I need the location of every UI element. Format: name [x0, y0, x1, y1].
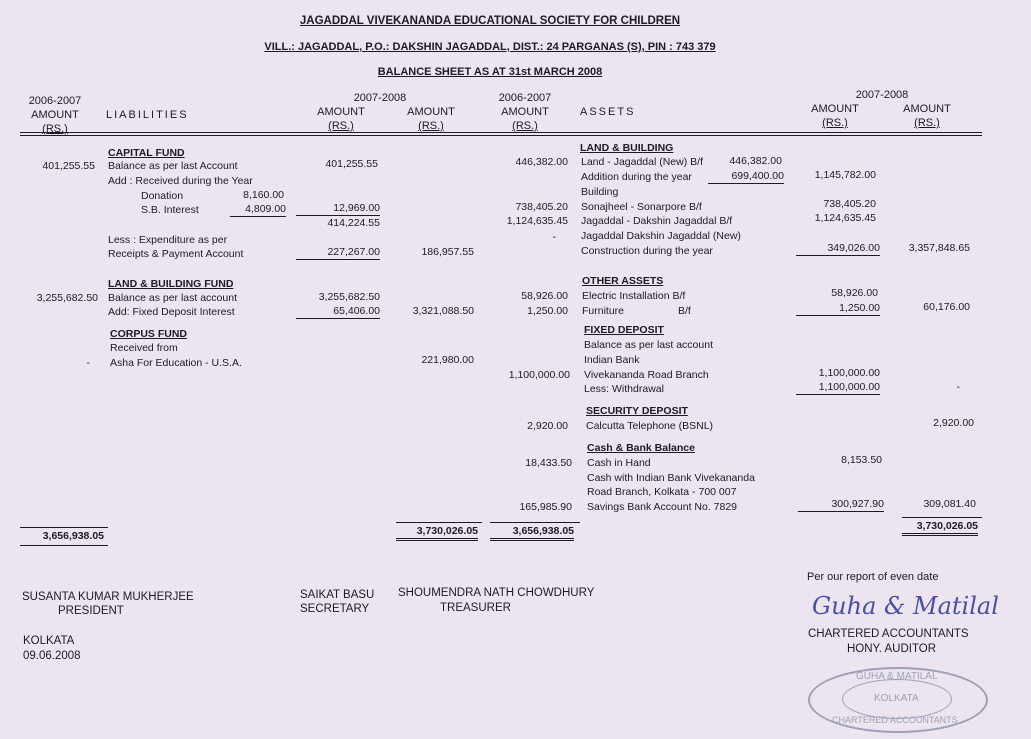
asset-land-r2-amount: 1,145,782.00	[814, 169, 876, 181]
total-rule-asset-prev	[490, 522, 580, 523]
auditor-signature: Guha & Matilal	[812, 592, 999, 620]
cash-heading: Cash & Bank Balance	[587, 442, 695, 454]
cash-r2-label: Cash with Indian Bank Vivekananda	[587, 472, 755, 484]
asset-land-r3-label: Building	[581, 186, 619, 198]
other-r2-label: Furniture	[582, 305, 625, 317]
stamp-bottom-text: CHARTERED ACCOUNTANTS	[832, 715, 958, 725]
asset-land-r1-inner: 446,382.00	[729, 155, 782, 167]
cash-r3-label: Road Branch, Kolkata - 700 007	[587, 486, 737, 498]
fd-l3-prev: 1,100,000.00	[508, 369, 570, 381]
other-assets-total: 60,176.00	[923, 301, 970, 313]
asset-grand-prev: 3,656,938.05	[490, 525, 574, 541]
liab-prev-amount-header: AMOUNT	[31, 109, 79, 121]
asset-cur-rs2-header: (RS.)	[914, 117, 940, 129]
corpus-total: 221,980.00	[421, 354, 474, 366]
place: KOLKATA	[23, 635, 75, 647]
reverse-side-bleed	[776, 40, 790, 540]
org-address: VILL.: JAGADDAL, P.O.: DAKSHIN JAGADDAL, DIST.: 24 PARGANAS (S), PIN : 743 379	[264, 41, 716, 53]
asset-cur-amount2-header: AMOUNT	[903, 103, 951, 115]
fd-l4: Less: Withdrawal	[584, 383, 664, 395]
asset-land-r5-amount: 1,124,635.45	[814, 212, 876, 224]
report-note: Per our report of even date	[807, 571, 939, 583]
asset-land-r5-prev: 1,124,635.45	[506, 215, 568, 227]
cash-r1-amount: 8,153.50	[841, 454, 882, 466]
fd-l3: Vivekananda Road Branch	[584, 369, 709, 381]
asset-land-heading: LAND & BUILDING	[580, 142, 674, 154]
liab-prev-rs-header: (RS.)	[42, 123, 68, 135]
security-prev: 2,920.00	[527, 420, 568, 432]
other-r2-prev: 1,250.00	[527, 305, 568, 317]
asset-cur-year-header: 2007-2008	[855, 89, 909, 101]
donation-label: Donation	[141, 190, 184, 202]
land-fund-balance-amount: 3,255,682.50	[318, 291, 380, 303]
treasurer-name: SHOUMENDRA NATH CHOWDHURY	[398, 587, 595, 599]
corpus-received-label: Received from	[110, 342, 178, 354]
fd-l1: Balance as per last account	[584, 339, 713, 351]
corpus-asha-label: Asha For Education - U.S.A.	[110, 357, 242, 369]
liab-cur-rs2-header: (RS.)	[418, 120, 444, 132]
stamp-mid-text: KOLKATA	[874, 693, 919, 704]
fd-total: -	[956, 381, 960, 393]
capital-gross: 414,224.55	[327, 217, 380, 229]
sb-interest-amount: 4,809.00	[230, 203, 286, 217]
corpus-prev-amount: -	[86, 357, 90, 369]
asset-land-r5-label: Jagaddal - Dakshin Jagaddal B/f	[581, 215, 733, 227]
fd-l4-amount: 1,100,000.00	[796, 381, 880, 395]
liab-cur-rs1-header: (RS.)	[328, 120, 354, 132]
header-rule	[20, 132, 982, 136]
org-name: JAGADDAL VIVEKANANDA EDUCATIONAL SOCIETY FOR CHILDREN	[299, 15, 681, 27]
liabilities-header: LIABILITIES	[106, 109, 189, 121]
cash-r4-label: Savings Bank Account No. 7829	[587, 501, 738, 513]
capital-balance-amount: 401,255.55	[325, 158, 378, 170]
asset-land-r7-label: Construction during the year	[581, 245, 713, 257]
asset-land-r7-amount: 349,026.00	[796, 242, 880, 256]
corpus-fund-heading: CORPUS FUND	[110, 328, 188, 340]
asset-land-r4-prev: 738,405.20	[515, 201, 568, 213]
other-r2-bf: B/f	[678, 305, 691, 317]
auditor-stamp	[808, 667, 988, 733]
other-r1-label: Electric Installation B/f	[582, 290, 686, 302]
asset-land-total: 3,357,848.65	[908, 242, 970, 254]
asset-land-r6-label: Jagaddal Dakshin Jagaddal (New)	[581, 230, 741, 242]
cash-total: 309,081.40	[923, 498, 976, 510]
asset-cur-rs1-header: (RS.)	[822, 117, 848, 129]
capital-less-label-2: Receipts & Payment Account	[108, 248, 244, 260]
capital-add-label: Add : Received during the Year	[108, 175, 253, 187]
fd-heading: FIXED DEPOSIT	[584, 324, 664, 336]
asset-prev-rs-header: (RS.)	[512, 120, 538, 132]
capital-total: 186,957.55	[421, 246, 474, 258]
chartered-accountants: CHARTERED ACCOUNTANTS	[808, 628, 969, 640]
fd-l3-amount: 1,100,000.00	[818, 367, 880, 379]
security-label: Calcutta Telephone (BSNL)	[586, 420, 714, 432]
asset-land-r2-inner: 699,400.00	[708, 170, 784, 184]
treasurer-title: TREASURER	[440, 602, 511, 614]
capital-less-label-1: Less : Expenditure as per	[108, 234, 228, 246]
capital-subtotal: 12,969.00	[296, 202, 380, 216]
asset-grand-cur: 3,730,026.05	[902, 520, 978, 536]
capital-balance-label: Balance as per last Account	[108, 160, 238, 172]
liab-cur-amount1-header: AMOUNT	[317, 106, 365, 118]
security-heading: SECURITY DEPOSIT	[586, 405, 688, 417]
other-r1-amount: 58,926.00	[831, 287, 878, 299]
hony-auditor: HONY. AUDITOR	[847, 643, 937, 655]
liab-grand-cur: 3,730,026.05	[396, 525, 478, 541]
cash-r4-amount: 300,927.90	[798, 498, 884, 512]
other-r1-prev: 58,926.00	[521, 290, 568, 302]
president-title: PRESIDENT	[58, 605, 124, 617]
total-rule-asset-cur	[902, 517, 982, 518]
asset-land-r4-amount: 738,405.20	[823, 198, 876, 210]
assets-header: ASSETS	[580, 106, 636, 118]
other-assets-heading: OTHER ASSETS	[582, 275, 664, 287]
liab-grand-prev: 3,656,938.05	[42, 530, 104, 542]
cash-r4-prev: 165,985.90	[519, 501, 572, 513]
total-rule-liab-cur	[396, 522, 482, 523]
total-rule-liab-prev	[20, 527, 108, 528]
cash-r1-prev: 18,433.50	[525, 457, 572, 469]
liab-cur-amount2-header: AMOUNT	[407, 106, 455, 118]
report-date: 09.06.2008	[23, 650, 81, 662]
stamp-top-text: GUHA & MATILAL	[856, 671, 938, 682]
asset-land-r2-label: Addition during the year	[581, 171, 692, 183]
secretary-title: SECRETARY	[300, 603, 370, 615]
secretary-name: SAIKAT BASU	[300, 589, 375, 601]
asset-land-r6-prev: -	[552, 231, 556, 243]
donation-amount: 8,160.00	[243, 189, 284, 201]
liab-prev-year-header: 2006-2007	[28, 95, 82, 107]
president-name: SUSANTA KUMAR MUKHERJEE	[22, 591, 194, 603]
asset-cur-amount1-header: AMOUNT	[811, 103, 859, 115]
asset-prev-amount-header: AMOUNT	[501, 106, 549, 118]
liab-cur-year-header: 2007-2008	[353, 92, 407, 104]
sheet-title: BALANCE SHEET AS AT 31st MARCH 2008	[377, 66, 603, 78]
land-fund-add-label: Add: Fixed Deposit Interest	[108, 306, 235, 318]
security-total: 2,920.00	[933, 417, 974, 429]
capital-less-amount: 227,267.00	[296, 246, 380, 260]
capital-prev-amount: 401,255.55	[42, 160, 95, 172]
asset-land-r1-label: Land - Jagaddal (New) B/f	[581, 156, 703, 168]
other-r2-amount: 1,250.00	[796, 302, 880, 316]
asset-prev-year-header: 2006-2007	[498, 92, 552, 104]
land-fund-total: 3,321,088.50	[412, 305, 474, 317]
fd-l2: Indian Bank	[584, 354, 640, 366]
sb-interest-label: S.B. Interest	[141, 204, 199, 216]
capital-fund-heading: CAPITAL FUND	[108, 147, 185, 159]
land-fund-add-amount: 65,406.00	[296, 305, 380, 319]
asset-land-r1-prev: 446,382.00	[515, 156, 568, 168]
total-rule-liab-prev-bottom	[20, 545, 108, 546]
asset-land-r4-label: Sonajheel - Sonarpore B/f	[581, 201, 702, 213]
cash-r1-label: Cash in Hand	[587, 457, 651, 469]
land-fund-balance-label: Balance as per last account	[108, 292, 237, 304]
land-fund-prev-amount: 3,255,682.50	[36, 292, 98, 304]
land-fund-heading: LAND & BUILDING FUND	[108, 278, 234, 290]
